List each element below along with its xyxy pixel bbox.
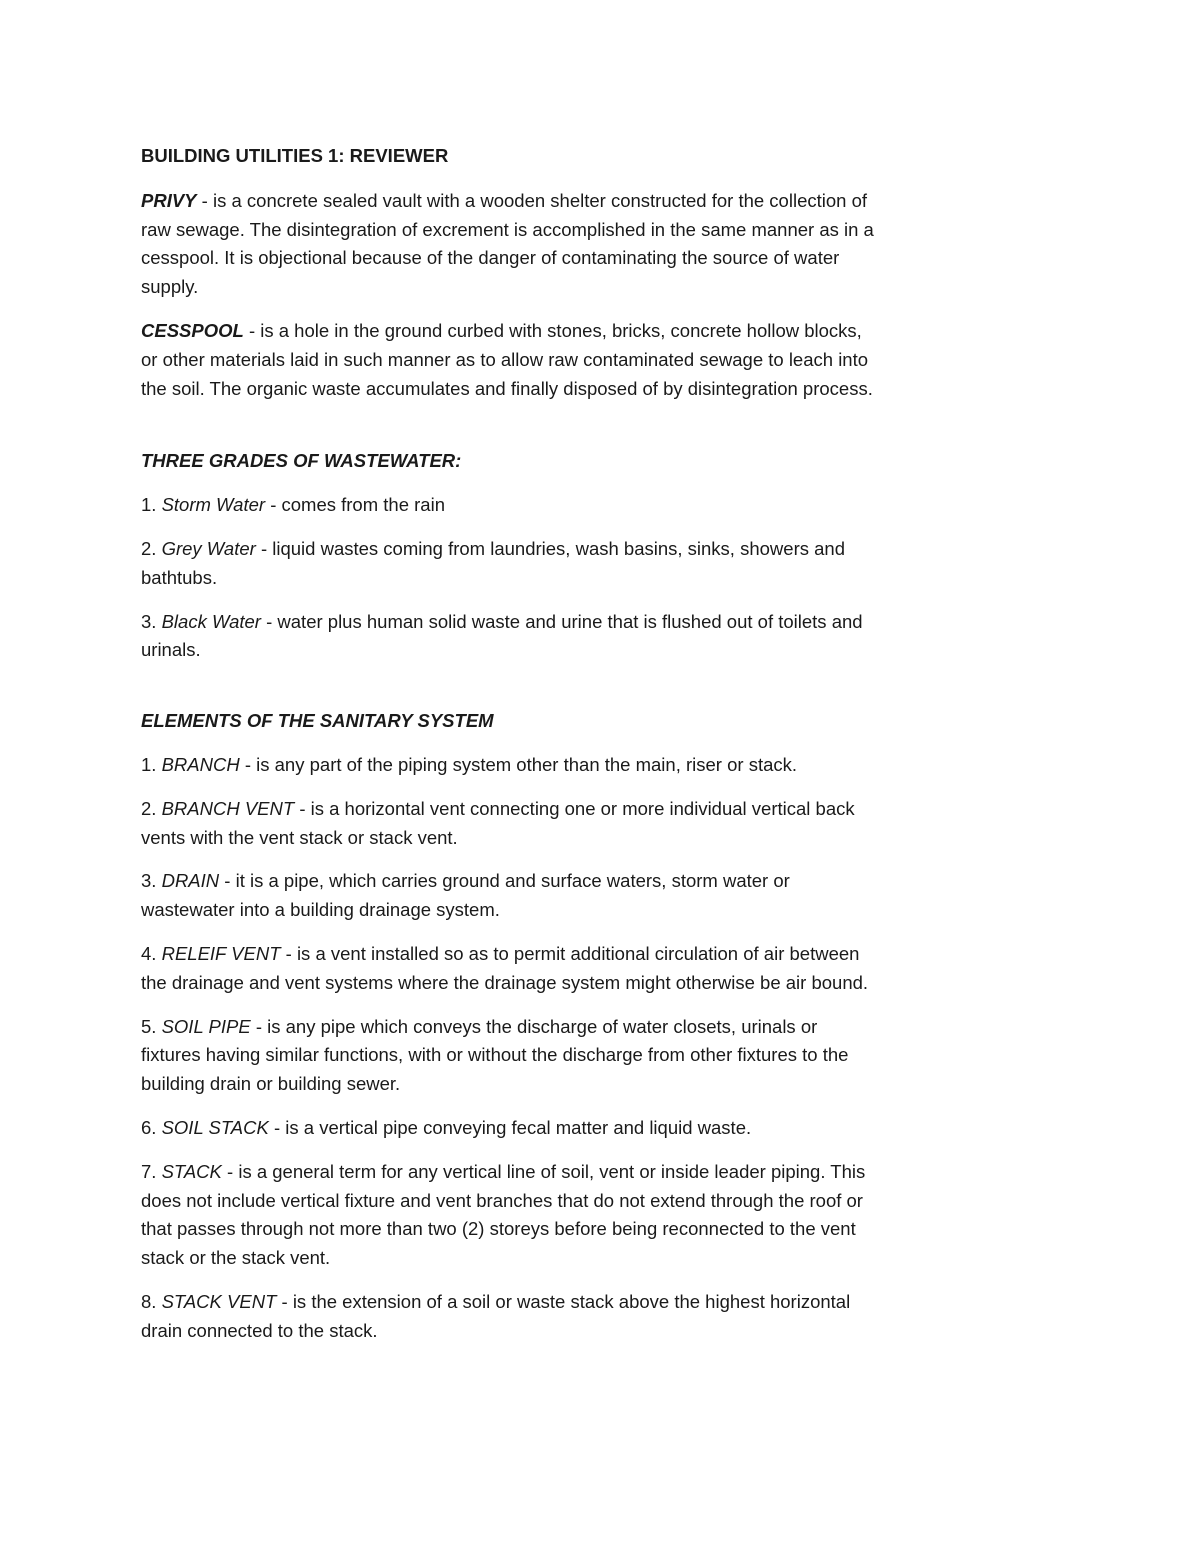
item-number: 2. bbox=[141, 797, 162, 819]
item-text: - is any pipe which conveys the discharge of water closets, urinals or fixtures having similar functions, with or without the discharge from other fixtures to the building drain or building sewer. bbox=[141, 1015, 849, 1095]
item-number: 1. bbox=[141, 753, 162, 775]
item-number: 5. bbox=[141, 1015, 162, 1037]
item-text: - is a vent installed so as to permit additional circulation of air between the drainage and vent systems where the drainage system might otherwise be air bound. bbox=[141, 942, 869, 993]
item-number: 1. bbox=[141, 494, 162, 516]
definition-text: - is a hole in the ground curbed with stones, bricks, concrete hollow blocks, or other materials laid in such manner as to allow raw contaminated sewage to leach into the soil. The organic waste accumulates and finally disposed of by disintegration process. bbox=[141, 319, 873, 399]
item-text: - is a horizontal vent connecting one or more individual vertical back vents with the vent stack or stack vent. bbox=[141, 797, 855, 848]
definition-term: PRIVY bbox=[141, 189, 197, 211]
document-title: BUILDING UTILITIES 1: REVIEWER bbox=[141, 145, 449, 166]
item-number: 2. bbox=[141, 537, 162, 559]
item-term: Black Water bbox=[161, 610, 261, 632]
sanitary-item bbox=[141, 1158, 881, 1273]
item-text: - is any part of the piping system other than the main, riser or stack. bbox=[239, 753, 798, 775]
sanitary-item bbox=[141, 867, 881, 925]
item-number: 6. bbox=[141, 1116, 162, 1138]
item-term: SOIL STACK bbox=[161, 1116, 269, 1138]
item-term: STACK bbox=[161, 1160, 222, 1182]
item-text: - liquid wastes coming from laundries, wash basins, sinks, showers and bathtubs. bbox=[141, 537, 845, 588]
definition-text: - is a concrete sealed vault with a wooden shelter constructed for the collection of raw sewage. The disintegration of excrement is accomplished in the same manner as in a cesspool. It is objectional because of the danger of contaminating the source of water supply. bbox=[141, 189, 874, 298]
sanitary-item bbox=[141, 1288, 881, 1346]
sanitary-item bbox=[141, 795, 881, 853]
wastewater-heading: THREE GRADES OF WASTEWATER: bbox=[141, 450, 462, 472]
document-page bbox=[141, 142, 881, 1361]
item-term: RELEIF VENT bbox=[161, 942, 281, 964]
sanitary-item bbox=[141, 1114, 881, 1143]
wastewater-item bbox=[141, 491, 881, 520]
item-number: 3. bbox=[141, 870, 162, 892]
sanitary-item bbox=[141, 940, 881, 998]
item-text: - comes from the rain bbox=[265, 494, 445, 516]
item-term: Grey Water bbox=[161, 537, 256, 559]
item-number: 3. bbox=[141, 610, 162, 632]
definition-privy bbox=[141, 187, 881, 302]
wastewater-item bbox=[141, 608, 881, 666]
item-number: 7. bbox=[141, 1160, 162, 1182]
item-term: STACK VENT bbox=[161, 1290, 277, 1312]
item-term: DRAIN bbox=[161, 870, 220, 892]
item-text: - is a vertical pipe conveying fecal matter and liquid waste. bbox=[268, 1116, 752, 1138]
item-term: Storm Water bbox=[161, 494, 266, 516]
item-term: BRANCH VENT bbox=[161, 797, 295, 819]
item-text: - is the extension of a soil or waste stack above the highest horizontal drain connected to the stack. bbox=[141, 1290, 851, 1341]
item-text: - is a general term for any vertical line of soil, vent or inside leader piping. This does not include vertical fixture and vent branches that do not extend through the roof or that passes through not more than two (2) storeys before being reconnected to the vent stack or the stack vent. bbox=[141, 1160, 866, 1269]
item-term: BRANCH bbox=[161, 753, 240, 775]
sanitary-item bbox=[141, 751, 881, 780]
sanitary-item bbox=[141, 1013, 881, 1099]
item-number: 4. bbox=[141, 942, 162, 964]
item-number: 8. bbox=[141, 1290, 162, 1312]
item-text: - it is a pipe, which carries ground and surface waters, storm water or wastewater into a building drainage system. bbox=[141, 870, 790, 921]
definition-term: CESSPOOL bbox=[141, 319, 244, 341]
item-text: - water plus human solid waste and urine that is flushed out of toilets and urinals. bbox=[141, 610, 863, 661]
wastewater-item bbox=[141, 535, 881, 593]
item-term: SOIL PIPE bbox=[161, 1015, 251, 1037]
sanitary-heading: ELEMENTS OF THE SANITARY SYSTEM bbox=[141, 710, 494, 732]
definition-cesspool bbox=[141, 317, 881, 403]
